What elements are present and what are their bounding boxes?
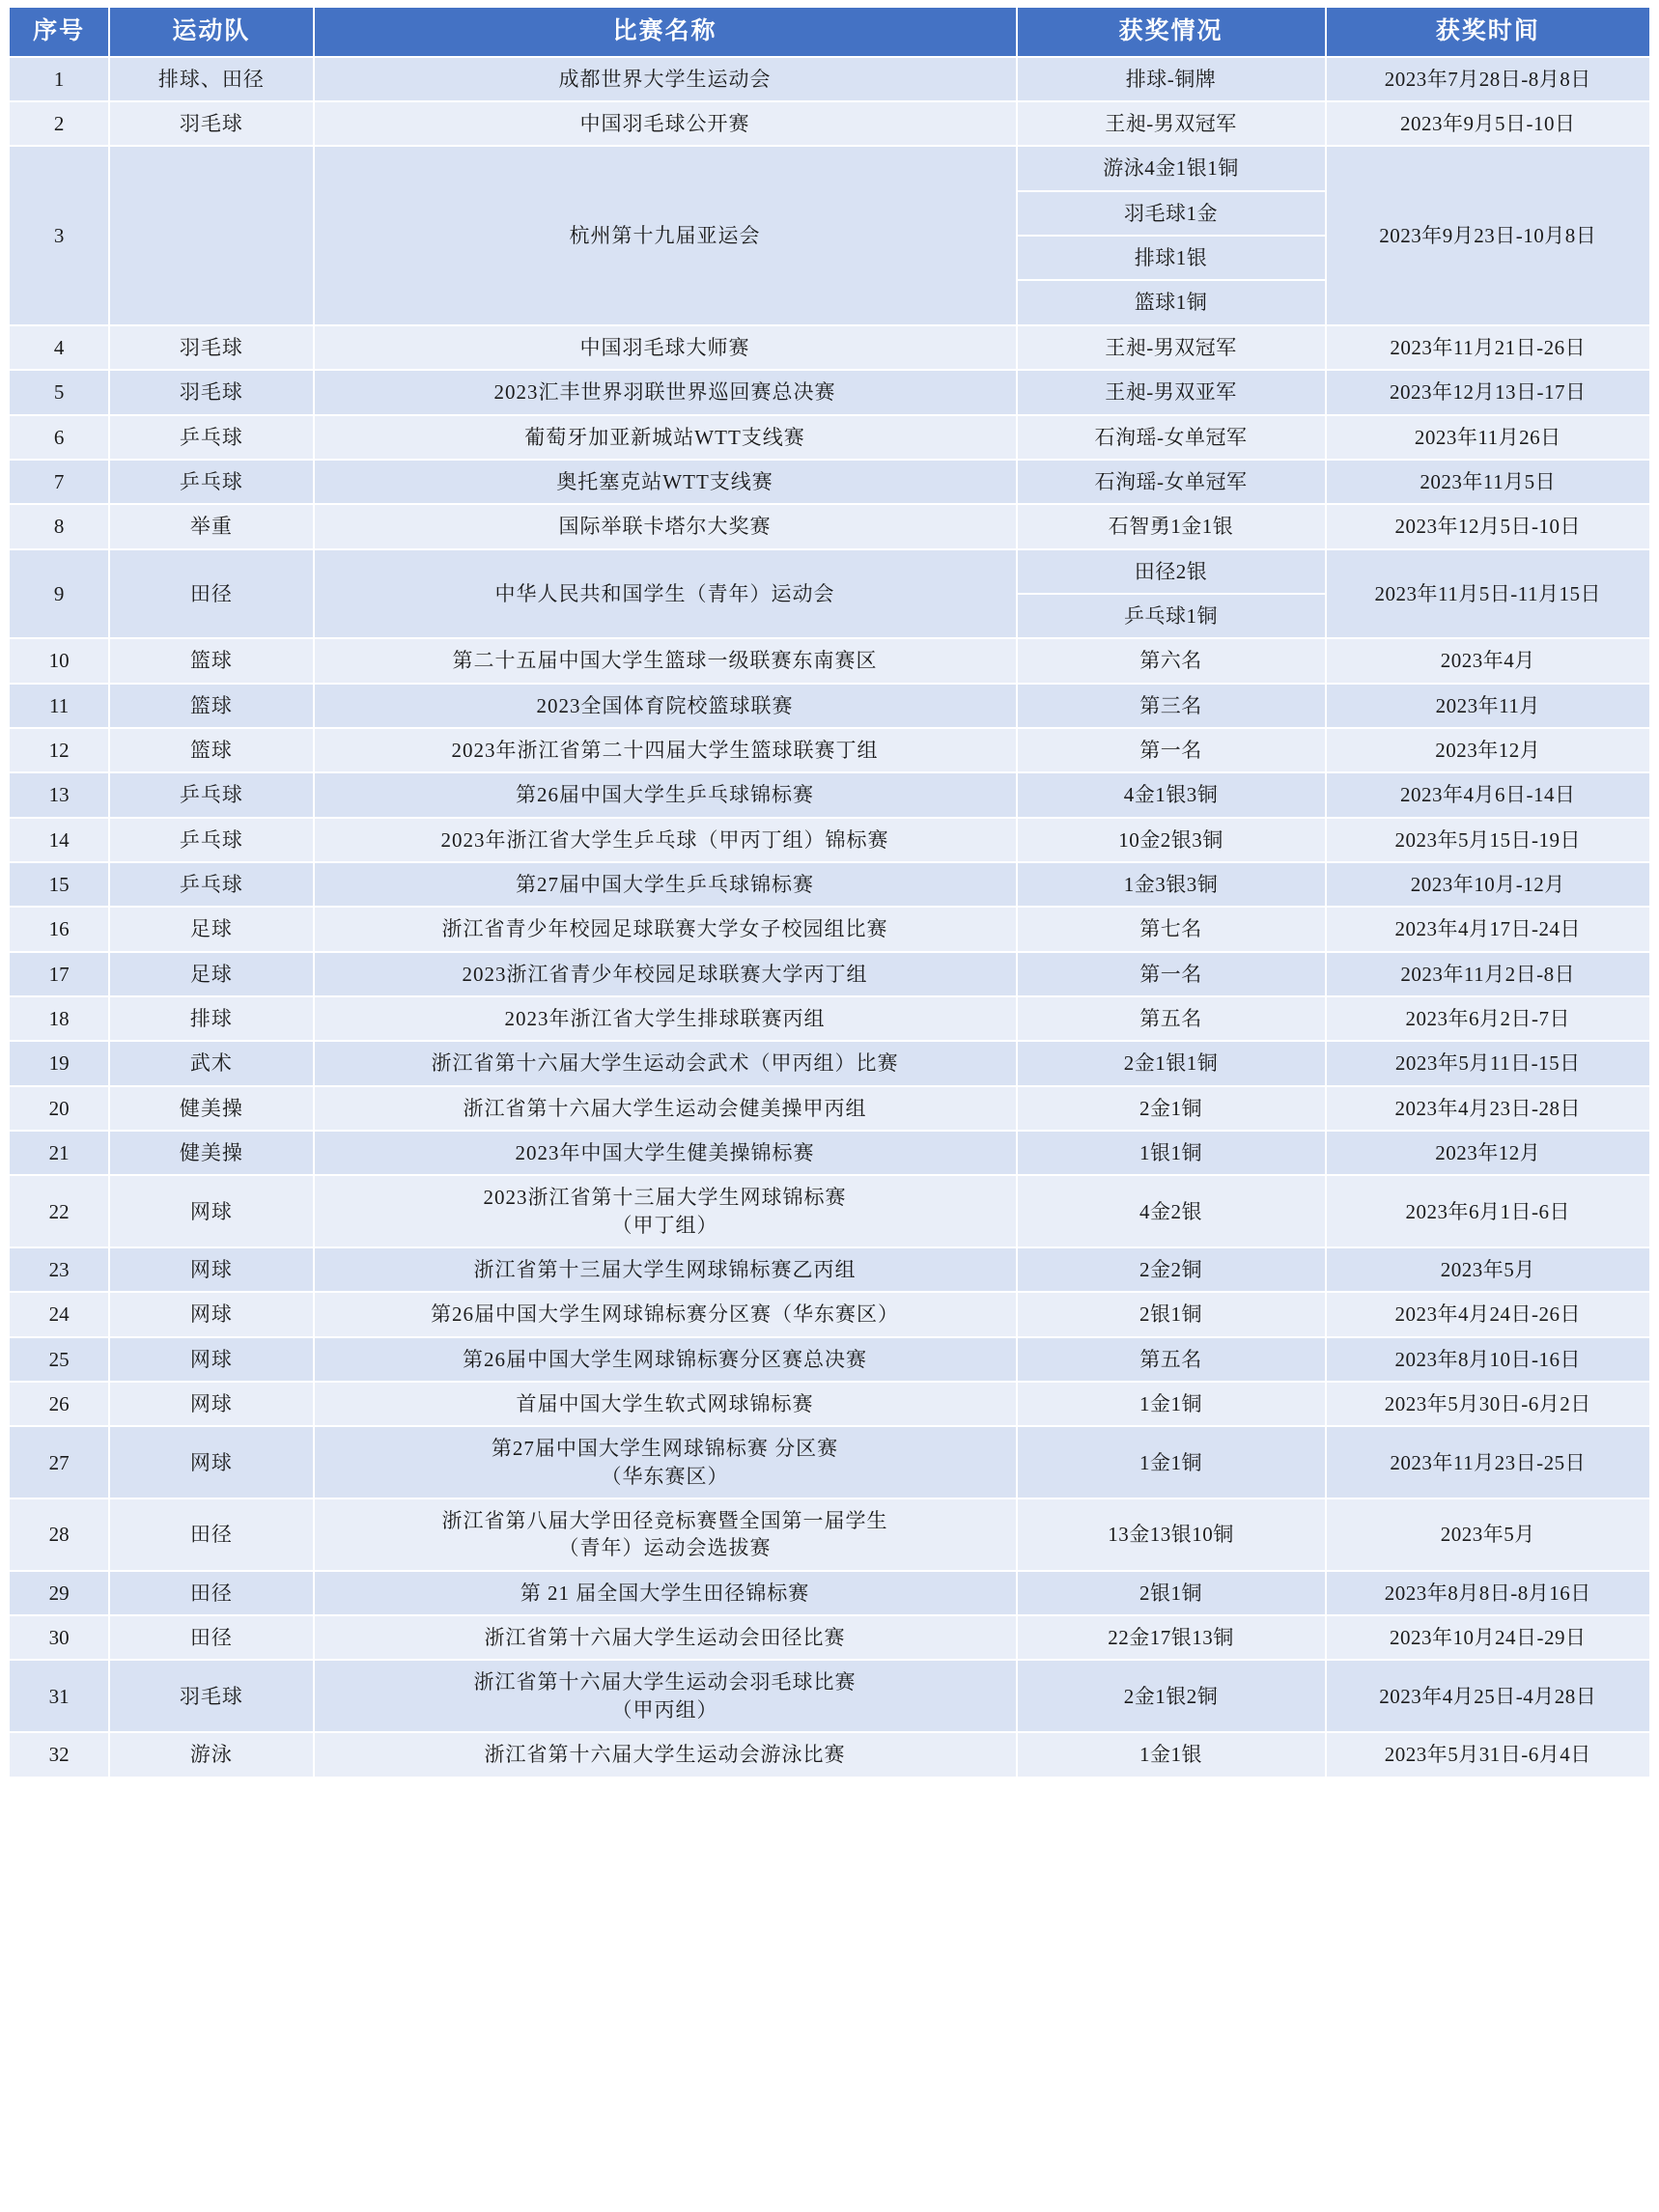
cell-index: 21 [9, 1131, 109, 1175]
cell-award: 2金1铜 [1017, 1086, 1326, 1131]
cell-award: 排球-铜牌 [1017, 57, 1326, 101]
cell-date: 2023年8月8日-8月16日 [1326, 1571, 1650, 1615]
cell-index: 23 [9, 1247, 109, 1292]
cell-team: 网球 [109, 1292, 313, 1336]
table-row [9, 1041, 1650, 1085]
cell-award: 王昶-男双冠军 [1017, 325, 1326, 370]
cell-date: 2023年12月5日-10日 [1326, 504, 1650, 548]
table-row [9, 1131, 1650, 1175]
cell-team: 田径 [109, 1615, 313, 1660]
cell-award: 10金2银3铜 [1017, 818, 1326, 862]
table-row [9, 1292, 1650, 1336]
cell-award: 第五名 [1017, 996, 1326, 1041]
cell-team: 田径 [109, 1498, 313, 1571]
column-header-index: 序号 [9, 7, 109, 57]
table-row [9, 1498, 1650, 1571]
cell-team: 羽毛球 [109, 1660, 313, 1732]
cell-team: 足球 [109, 907, 313, 951]
cell-index: 31 [9, 1660, 109, 1732]
cell-competition-name: 浙江省第十六届大学生运动会游泳比赛 [314, 1732, 1017, 1777]
cell-date: 2023年11月2日-8日 [1326, 952, 1650, 996]
cell-competition-name: 第27届中国大学生网球锦标赛 分区赛 （华东赛区） [314, 1426, 1017, 1498]
cell-index: 13 [9, 772, 109, 817]
cell-index: 18 [9, 996, 109, 1041]
cell-competition-name: 国际举联卡塔尔大奖赛 [314, 504, 1017, 548]
cell-competition-name: 2023浙江省青少年校园足球联赛大学丙丁组 [314, 952, 1017, 996]
cell-date: 2023年11月23日-25日 [1326, 1426, 1650, 1498]
cell-date: 2023年5月31日-6月4日 [1326, 1732, 1650, 1777]
cell-award: 22金17银13铜 [1017, 1615, 1326, 1660]
table-row [9, 638, 1650, 683]
cell-competition-name: 第 21 届全国大学生田径锦标赛 [314, 1571, 1017, 1615]
table-row [9, 1382, 1650, 1426]
table-row [9, 1660, 1650, 1732]
cell-date: 2023年4月 [1326, 638, 1650, 683]
cell-index: 14 [9, 818, 109, 862]
cell-award: 2金1银1铜 [1017, 1041, 1326, 1085]
cell-date: 2023年4月17日-24日 [1326, 907, 1650, 951]
cell-index: 2 [9, 101, 109, 146]
table-row [9, 325, 1650, 370]
cell-competition-name: 浙江省第十六届大学生运动会健美操甲丙组 [314, 1086, 1017, 1131]
table-row [9, 684, 1650, 728]
cell-index: 11 [9, 684, 109, 728]
cell-date: 2023年4月24日-26日 [1326, 1292, 1650, 1336]
cell-date: 2023年4月6日-14日 [1326, 772, 1650, 817]
cell-team: 排球、田径 [109, 57, 313, 101]
table-row [9, 907, 1650, 951]
cell-award: 石洵瑶-女单冠军 [1017, 460, 1326, 504]
cell-index: 8 [9, 504, 109, 548]
cell-team: 羽毛球 [109, 370, 313, 414]
cell-date: 2023年11月21日-26日 [1326, 325, 1650, 370]
cell-index: 6 [9, 415, 109, 460]
table-row [9, 1571, 1650, 1615]
table-row [9, 460, 1650, 504]
table-row [9, 504, 1650, 548]
cell-competition-name: 浙江省第十六届大学生运动会田径比赛 [314, 1615, 1017, 1660]
cell-team: 健美操 [109, 1086, 313, 1131]
table-row [9, 1175, 1650, 1247]
table-row [9, 952, 1650, 996]
cell-date: 2023年11月 [1326, 684, 1650, 728]
cell-competition-name: 2023年浙江省大学生乒乓球（甲丙丁组）锦标赛 [314, 818, 1017, 862]
cell-award: 篮球1铜 [1017, 280, 1326, 324]
cell-award: 第七名 [1017, 907, 1326, 951]
cell-date: 2023年11月5日-11月15日 [1326, 549, 1650, 639]
cell-competition-name: 浙江省第八届大学田径竞标赛暨全国第一届学生 （青年）运动会选拔赛 [314, 1498, 1017, 1571]
cell-date: 2023年4月25日-4月28日 [1326, 1660, 1650, 1732]
table-row [9, 1247, 1650, 1292]
cell-competition-name: 2023浙江省第十三届大学生网球锦标赛 （甲丁组） [314, 1175, 1017, 1247]
cell-award: 第一名 [1017, 728, 1326, 772]
cell-index: 16 [9, 907, 109, 951]
cell-team: 游泳 [109, 1732, 313, 1777]
cell-index: 32 [9, 1732, 109, 1777]
cell-team: 乒乓球 [109, 772, 313, 817]
cell-team: 乒乓球 [109, 460, 313, 504]
cell-award: 石洵瑶-女单冠军 [1017, 415, 1326, 460]
table-row [9, 818, 1650, 862]
table-row [9, 549, 1650, 594]
cell-competition-name: 2023年浙江省大学生排球联赛丙组 [314, 996, 1017, 1041]
cell-date: 2023年6月1日-6日 [1326, 1175, 1650, 1247]
table-row [9, 1426, 1650, 1498]
table-row [9, 728, 1650, 772]
cell-index: 1 [9, 57, 109, 101]
cell-competition-name: 浙江省第十三届大学生网球锦标赛乙丙组 [314, 1247, 1017, 1292]
cell-index: 10 [9, 638, 109, 683]
cell-competition-name: 奥托塞克站WTT支线赛 [314, 460, 1017, 504]
table-body [9, 57, 1650, 1778]
cell-award: 2银1铜 [1017, 1292, 1326, 1336]
cell-award: 排球1银 [1017, 236, 1326, 280]
cell-competition-name: 第27届中国大学生乒乓球锦标赛 [314, 862, 1017, 907]
cell-award: 4金1银3铜 [1017, 772, 1326, 817]
cell-team: 武术 [109, 1041, 313, 1085]
award-table [8, 6, 1651, 1778]
cell-index: 7 [9, 460, 109, 504]
cell-award: 1金1铜 [1017, 1382, 1326, 1426]
cell-competition-name: 2023全国体育院校篮球联赛 [314, 684, 1017, 728]
cell-index: 4 [9, 325, 109, 370]
table-row [9, 57, 1650, 101]
column-header-date: 获奖时间 [1326, 7, 1650, 57]
cell-index: 12 [9, 728, 109, 772]
cell-date: 2023年11月5日 [1326, 460, 1650, 504]
cell-index: 22 [9, 1175, 109, 1247]
cell-team: 羽毛球 [109, 325, 313, 370]
cell-index: 5 [9, 370, 109, 414]
cell-award: 第三名 [1017, 684, 1326, 728]
cell-date: 2023年9月5日-10日 [1326, 101, 1650, 146]
cell-team: 网球 [109, 1382, 313, 1426]
table-row [9, 146, 1650, 190]
cell-date: 2023年10月24日-29日 [1326, 1615, 1650, 1660]
cell-index: 28 [9, 1498, 109, 1571]
cell-competition-name: 2023年浙江省第二十四届大学生篮球联赛丁组 [314, 728, 1017, 772]
cell-team: 乒乓球 [109, 862, 313, 907]
cell-competition-name: 第26届中国大学生乒乓球锦标赛 [314, 772, 1017, 817]
cell-award: 田径2银 [1017, 549, 1326, 594]
cell-award: 1金1铜 [1017, 1426, 1326, 1498]
cell-index: 27 [9, 1426, 109, 1498]
cell-index: 15 [9, 862, 109, 907]
cell-competition-name: 2023汇丰世界羽联世界巡回赛总决赛 [314, 370, 1017, 414]
cell-date: 2023年9月23日-10月8日 [1326, 146, 1650, 324]
cell-index: 17 [9, 952, 109, 996]
cell-award: 2金1银2铜 [1017, 1660, 1326, 1732]
cell-index: 9 [9, 549, 109, 639]
cell-competition-name: 葡萄牙加亚新城站WTT支线赛 [314, 415, 1017, 460]
table-row [9, 862, 1650, 907]
table-row [9, 101, 1650, 146]
cell-index: 24 [9, 1292, 109, 1336]
cell-team: 乒乓球 [109, 415, 313, 460]
cell-team: 田径 [109, 549, 313, 639]
cell-competition-name: 第26届中国大学生网球锦标赛分区赛总决赛 [314, 1337, 1017, 1382]
cell-date: 2023年5月 [1326, 1498, 1650, 1571]
cell-date: 2023年12月 [1326, 1131, 1650, 1175]
cell-competition-name: 成都世界大学生运动会 [314, 57, 1017, 101]
cell-competition-name: 第二十五届中国大学生篮球一级联赛东南赛区 [314, 638, 1017, 683]
cell-team: 健美操 [109, 1131, 313, 1175]
cell-competition-name: 浙江省第十六届大学生运动会羽毛球比赛 （甲丙组） [314, 1660, 1017, 1732]
cell-award: 王昶-男双亚军 [1017, 370, 1326, 414]
cell-award: 第六名 [1017, 638, 1326, 683]
cell-index: 20 [9, 1086, 109, 1131]
cell-award: 第五名 [1017, 1337, 1326, 1382]
cell-index: 19 [9, 1041, 109, 1085]
cell-index: 30 [9, 1615, 109, 1660]
cell-date: 2023年5月11日-15日 [1326, 1041, 1650, 1085]
cell-date: 2023年5月15日-19日 [1326, 818, 1650, 862]
cell-award: 王昶-男双冠军 [1017, 101, 1326, 146]
cell-award: 2金2铜 [1017, 1247, 1326, 1292]
cell-date: 2023年7月28日-8月8日 [1326, 57, 1650, 101]
cell-date: 2023年8月10日-16日 [1326, 1337, 1650, 1382]
cell-team: 羽毛球 [109, 101, 313, 146]
table-row [9, 370, 1650, 414]
cell-index: 3 [9, 146, 109, 324]
cell-award: 游泳4金1银1铜 [1017, 146, 1326, 190]
cell-award: 2银1铜 [1017, 1571, 1326, 1615]
table-header [9, 7, 1650, 57]
cell-date: 2023年6月2日-7日 [1326, 996, 1650, 1041]
cell-team: 乒乓球 [109, 818, 313, 862]
table-row [9, 1337, 1650, 1382]
cell-team: 网球 [109, 1337, 313, 1382]
column-header-team: 运动队 [109, 7, 313, 57]
cell-award: 石智勇1金1银 [1017, 504, 1326, 548]
table-row [9, 1732, 1650, 1777]
cell-date: 2023年11月26日 [1326, 415, 1650, 460]
column-header-competition: 比赛名称 [314, 7, 1017, 57]
cell-competition-name: 浙江省青少年校园足球联赛大学女子校园组比赛 [314, 907, 1017, 951]
cell-date: 2023年12月13日-17日 [1326, 370, 1650, 414]
table-row [9, 415, 1650, 460]
cell-award: 第一名 [1017, 952, 1326, 996]
table-row [9, 1086, 1650, 1131]
cell-team: 篮球 [109, 728, 313, 772]
cell-award: 4金2银 [1017, 1175, 1326, 1247]
cell-award: 1金3银3铜 [1017, 862, 1326, 907]
cell-competition-name: 中国羽毛球大师赛 [314, 325, 1017, 370]
cell-team: 举重 [109, 504, 313, 548]
cell-team: 网球 [109, 1175, 313, 1247]
cell-team: 排球 [109, 996, 313, 1041]
cell-team [109, 146, 313, 324]
cell-team: 网球 [109, 1426, 313, 1498]
cell-award: 1金1银 [1017, 1732, 1326, 1777]
cell-team: 篮球 [109, 684, 313, 728]
cell-date: 2023年10月-12月 [1326, 862, 1650, 907]
cell-competition-name: 浙江省第十六届大学生运动会武术（甲丙组）比赛 [314, 1041, 1017, 1085]
cell-award: 13金13银10铜 [1017, 1498, 1326, 1571]
cell-date: 2023年12月 [1326, 728, 1650, 772]
cell-team: 足球 [109, 952, 313, 996]
cell-team: 网球 [109, 1247, 313, 1292]
cell-date: 2023年5月30日-6月2日 [1326, 1382, 1650, 1426]
cell-competition-name: 杭州第十九届亚运会 [314, 146, 1017, 324]
cell-index: 29 [9, 1571, 109, 1615]
header-row [9, 7, 1650, 57]
cell-competition-name: 中华人民共和国学生（青年）运动会 [314, 549, 1017, 639]
column-header-award: 获奖情况 [1017, 7, 1326, 57]
cell-competition-name: 中国羽毛球公开赛 [314, 101, 1017, 146]
cell-index: 25 [9, 1337, 109, 1382]
cell-date: 2023年4月23日-28日 [1326, 1086, 1650, 1131]
table-row [9, 1615, 1650, 1660]
cell-team: 篮球 [109, 638, 313, 683]
cell-award: 乒乓球1铜 [1017, 594, 1326, 638]
cell-award: 羽毛球1金 [1017, 191, 1326, 236]
cell-date: 2023年5月 [1326, 1247, 1650, 1292]
cell-competition-name: 首届中国大学生软式网球锦标赛 [314, 1382, 1017, 1426]
cell-competition-name: 第26届中国大学生网球锦标赛分区赛（华东赛区） [314, 1292, 1017, 1336]
cell-team: 田径 [109, 1571, 313, 1615]
table-row [9, 772, 1650, 817]
cell-competition-name: 2023年中国大学生健美操锦标赛 [314, 1131, 1017, 1175]
cell-award: 1银1铜 [1017, 1131, 1326, 1175]
table-row [9, 996, 1650, 1041]
cell-index: 26 [9, 1382, 109, 1426]
